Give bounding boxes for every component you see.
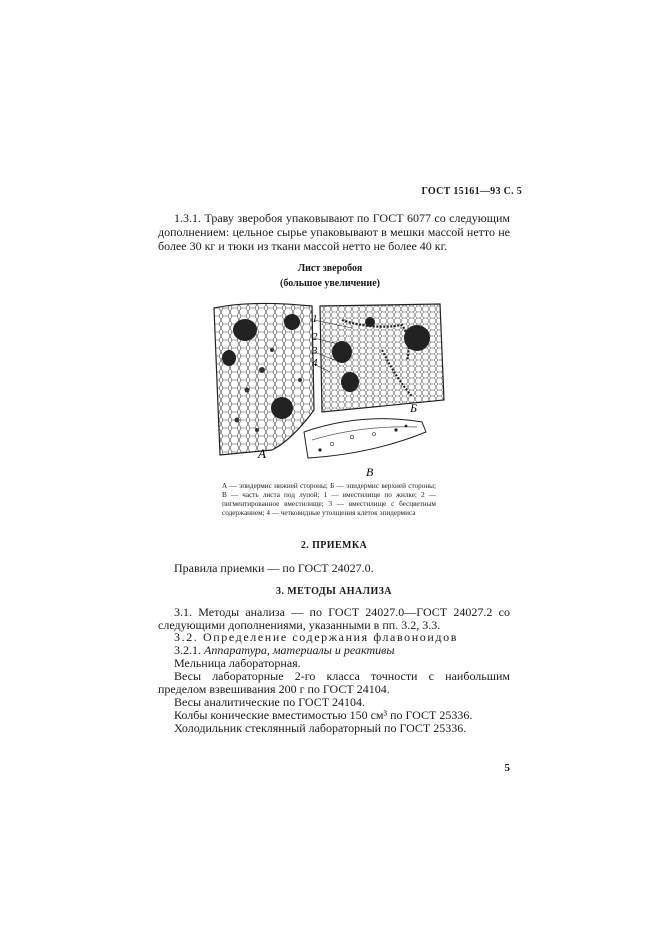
paragraph-1-3-1: 1.3.1. Траву зверобоя упаковывают по ГОСТ 6077 со следующим дополнением: цельное сырье упаковывают в мешки массой нетто не более 30 кг и тюки из ткани массой нетто не более 40 кг. — [158, 211, 510, 253]
equipment-item-3: Весы аналитические по ГОСТ 24104. — [174, 695, 366, 709]
paragraph-3-1: 3.1. Методы анализа — по ГОСТ 24027.0—ГОСТ 24027.2 со следующими дополнениями, указанными в пп. 3.2, 3.3. — [158, 605, 510, 632]
figure-label-3: 3 — [312, 345, 318, 357]
equipment-item-5: Холодильник стеклянный лабораторный по ГОСТ 25336. — [174, 721, 467, 735]
figure-label-v: В — [366, 465, 374, 479]
section-2-title: 2. ПРИЕМКА — [300, 540, 368, 551]
running-header: ГОСТ 15161—93 С. 5 — [421, 186, 522, 197]
figure-caption: А — эпидермис нижней стороны; Б — эпидермис верхней стороны; В — часть листа под лупой; 1 — вместилище по жилке; 2 — пигментированное вместилище; 3 — вместилище с бесцветным содержанием; 4 — четковидные утолщения клеток эпидермиса — [222, 482, 436, 517]
figure-label-4: 4 — [312, 357, 318, 369]
figure-label-a: А — [258, 446, 266, 461]
figure-title: Лист зверобоя — [297, 263, 363, 274]
equipment-item-2: Весы лабораторные 2-го класса точности с наибольшим пределом взвешивания 200 г по ГОСТ 24104. — [158, 669, 510, 696]
figure-label-b: Б — [410, 401, 418, 415]
panel-b-upper-epidermis — [320, 304, 444, 412]
panel-a-lower-epidermis — [214, 303, 314, 455]
figure-label-1: 1 — [312, 313, 318, 325]
panel-v-leaf-under-loupe — [304, 419, 426, 458]
paragraph-3-2: 3.2. Определение содержания флавоноидов — [174, 630, 458, 644]
paragraph-3-2-1-title: Аппаратура, материалы и реактивы — [204, 643, 395, 657]
equipment-item-1: Мельница лабораторная. — [174, 656, 301, 670]
leaf-micrograph-figure — [212, 300, 446, 480]
paragraph-3-2-1-number: 3.2.1. — [174, 643, 201, 657]
section-3-title: 3. МЕТОДЫ АНАЛИЗА — [276, 586, 392, 597]
equipment-item-4: Колбы конические вместимостью 150 см³ по ГОСТ 25336. — [174, 708, 473, 722]
figure-subtitle: (большое увеличение) — [280, 278, 380, 289]
section-2-text: Правила приемки — по ГОСТ 24027.0. — [174, 561, 374, 575]
page-number: 5 — [504, 762, 510, 774]
figure-label-2: 2 — [312, 331, 318, 343]
